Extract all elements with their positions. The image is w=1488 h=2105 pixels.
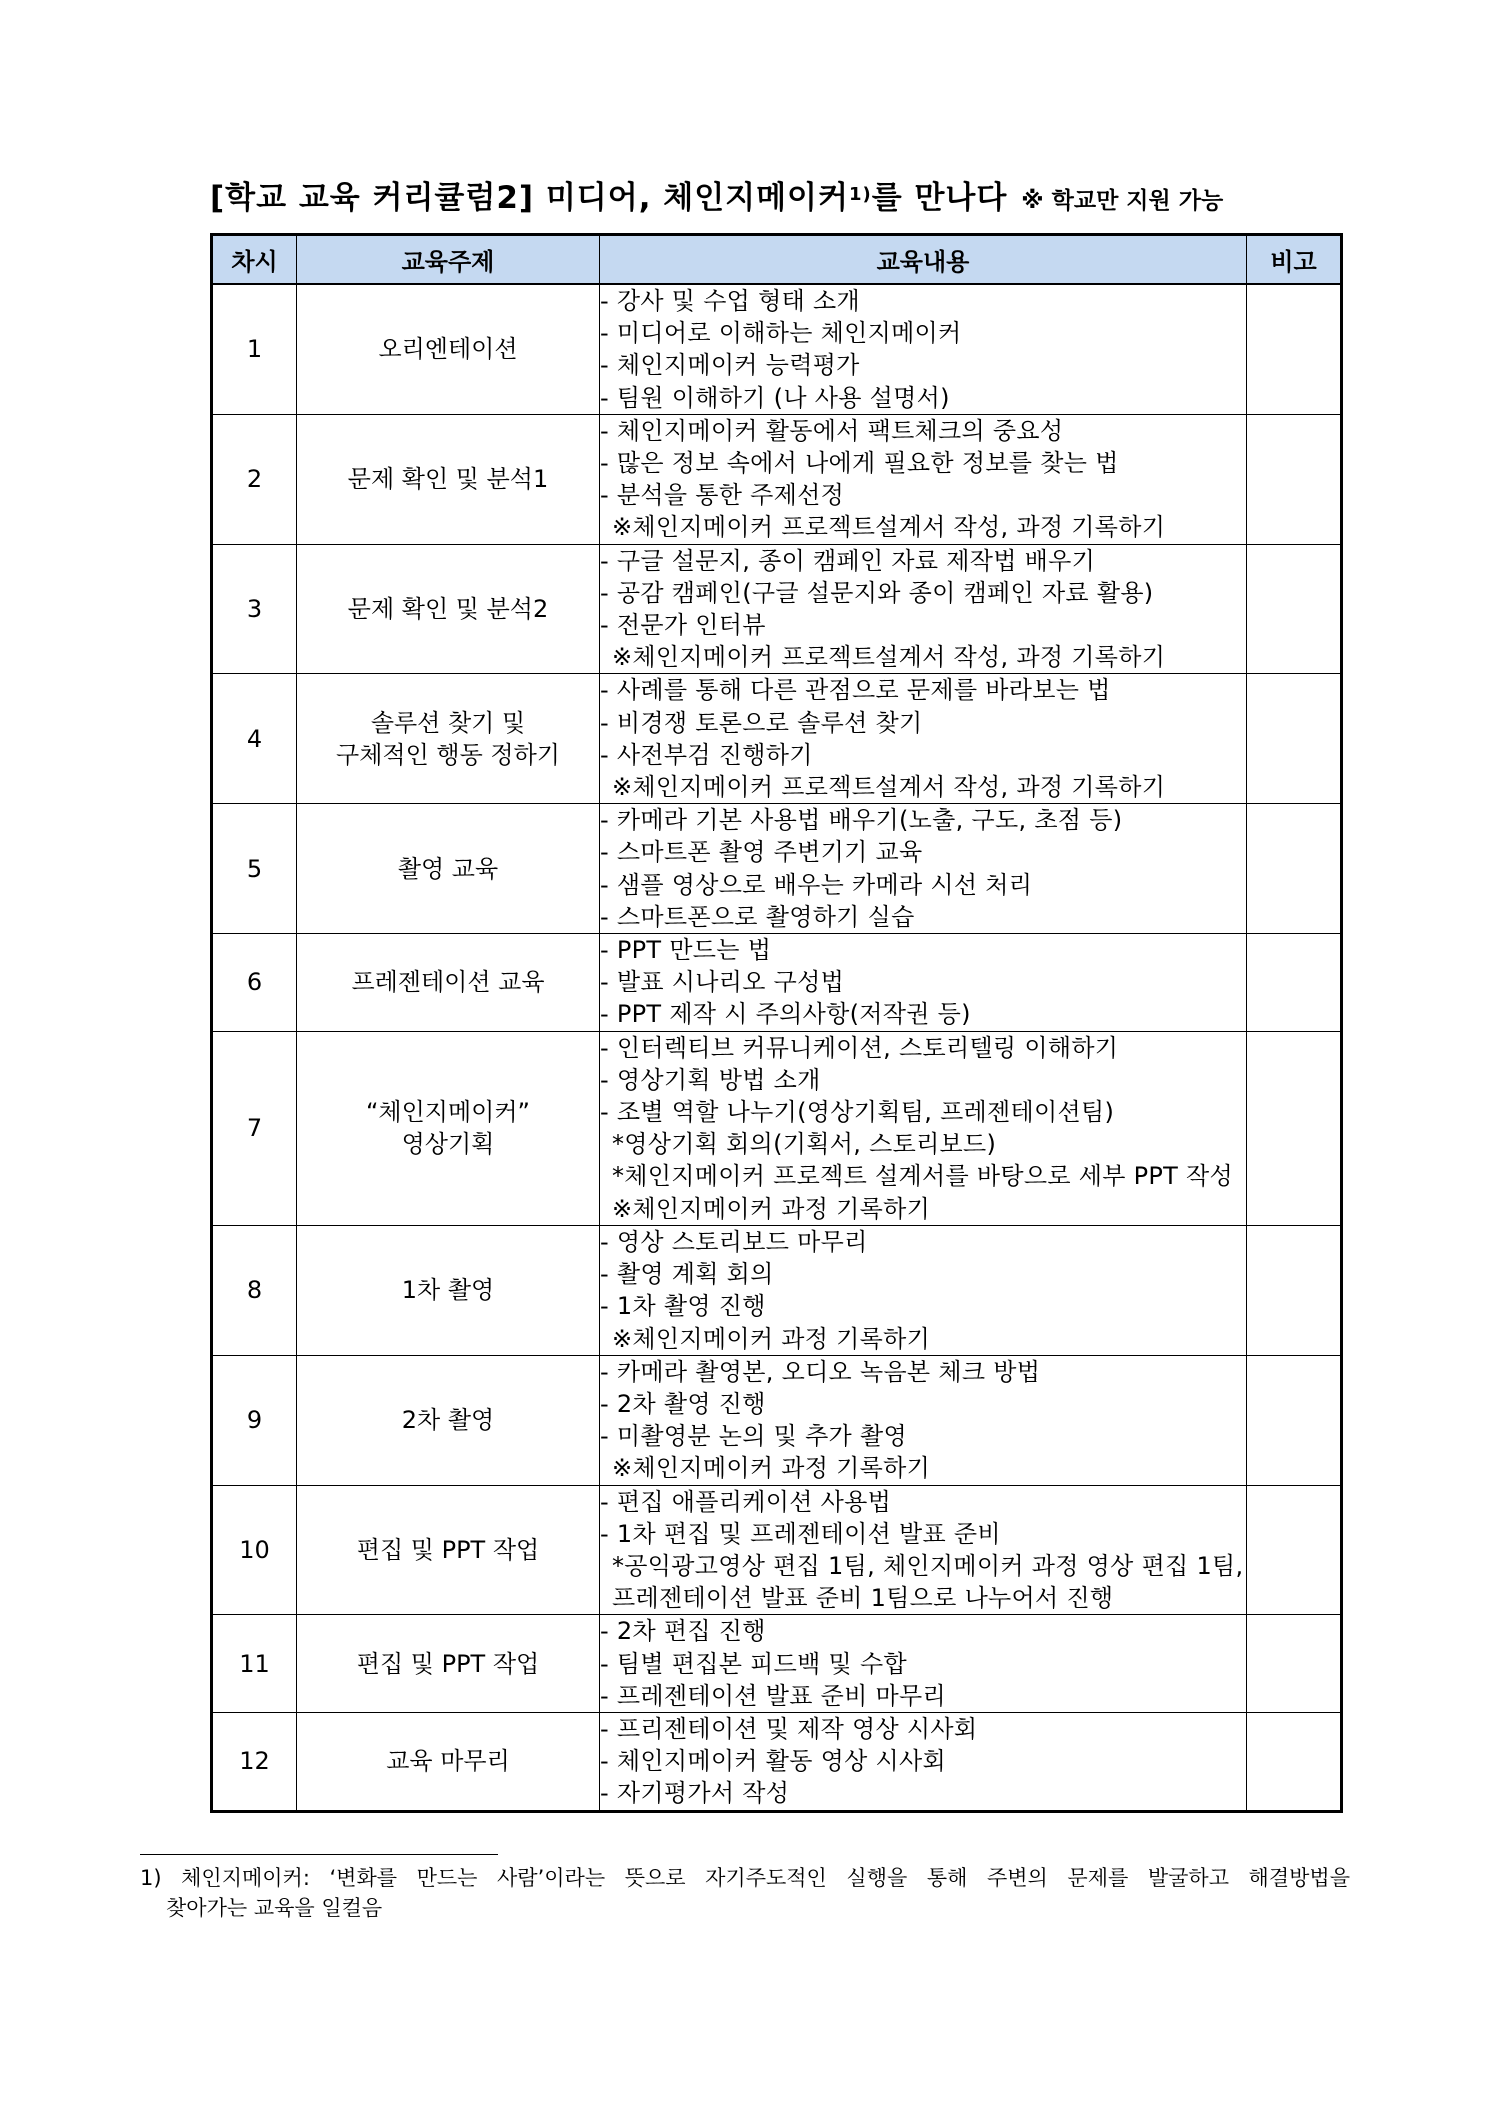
content-line: - 팀별 편집본 피드백 및 수합 bbox=[600, 1649, 907, 1678]
session-topic bbox=[297, 284, 600, 414]
session-content bbox=[600, 1355, 1247, 1485]
session-number: 10 bbox=[212, 1485, 297, 1615]
content-line: - 구글 설문지, 종이 캠페인 자료 제작법 배우기 bbox=[600, 546, 1096, 575]
session-remarks bbox=[1247, 1712, 1342, 1811]
page-title bbox=[210, 172, 1223, 217]
session-number: 11 bbox=[212, 1615, 297, 1713]
content-line: - 분석을 통한 주제선정 bbox=[600, 481, 845, 510]
topic-line: 문제 확인 및 분석2 bbox=[347, 595, 549, 624]
content-line: - 자기평가서 작성 bbox=[600, 1779, 790, 1808]
footnote-ref[interactable]: 1) bbox=[848, 184, 872, 205]
footnote-line-1: 1) 체인지메이커: ‘변화를 만드는 사람’이라는 뜻으로 자기주도적인 실행을 통해 주변의 문제를 발굴하고 해결방법을 bbox=[140, 1866, 1350, 1890]
content-line: - 프레젠테이션 발표 준비 마무리 bbox=[600, 1681, 946, 1710]
content-line: - 2차 촬영 진행 bbox=[600, 1389, 766, 1418]
session-content bbox=[600, 1485, 1247, 1615]
session-number: 9 bbox=[212, 1355, 297, 1485]
content-line: - 카메라 기본 사용법 배우기(노출, 구도, 초점 등) bbox=[600, 806, 1123, 835]
content-line: - 공감 캠페인(구글 설문지와 종이 캠페인 자료 활용) bbox=[600, 578, 1154, 607]
topic-line: 문제 확인 및 분석1 bbox=[347, 465, 549, 494]
content-line: *영상기획 회의(기획서, 스토리보드) bbox=[612, 1130, 997, 1159]
content-line: - 미촬영분 논의 및 추가 촬영 bbox=[600, 1422, 907, 1451]
content-line: - 전문가 인터뷰 bbox=[600, 611, 766, 640]
session-content bbox=[600, 1615, 1247, 1713]
table-row bbox=[212, 1712, 1342, 1811]
header-topic: 교육주제 bbox=[297, 235, 600, 285]
title-main: [학교 교육 커리큘럼2] 미디어, 체인지메이커 bbox=[210, 180, 849, 216]
session-number: 7 bbox=[212, 1031, 297, 1225]
table-header-row bbox=[212, 235, 1342, 285]
content-line: - 카메라 촬영본, 오디오 녹음본 체크 방법 bbox=[600, 1357, 1041, 1386]
content-line: - 비경쟁 토론으로 솔루션 찾기 bbox=[600, 708, 923, 737]
content-line: - 많은 정보 속에서 나에게 필요한 정보를 찾는 법 bbox=[600, 449, 1119, 478]
topic-line: 편집 및 PPT 작업 bbox=[356, 1535, 540, 1564]
content-line: - PPT 제작 시 주의사항(저작권 등) bbox=[600, 1000, 971, 1029]
session-number: 4 bbox=[212, 674, 297, 804]
topic-line: 편집 및 PPT 작업 bbox=[356, 1649, 540, 1678]
content-line: - 발표 시나리오 구성법 bbox=[600, 968, 845, 997]
topic-line: 1차 촬영 bbox=[401, 1276, 495, 1305]
table-row bbox=[212, 1225, 1342, 1355]
session-topic bbox=[297, 934, 600, 1032]
session-topic bbox=[297, 804, 600, 934]
session-number: 5 bbox=[212, 804, 297, 934]
session-topic bbox=[297, 414, 600, 544]
session-number: 6 bbox=[212, 934, 297, 1032]
title-note: ※ 학교만 지원 가능 bbox=[1021, 188, 1224, 214]
session-number: 12 bbox=[212, 1712, 297, 1811]
table-row bbox=[212, 1615, 1342, 1713]
topic-line: 2차 촬영 bbox=[401, 1406, 495, 1435]
topic-line: 오리엔테이션 bbox=[378, 335, 518, 364]
content-line: - 1차 편집 및 프레젠테이션 발표 준비 bbox=[600, 1519, 1001, 1548]
session-remarks bbox=[1247, 674, 1342, 804]
topic-line: 영상기획 bbox=[401, 1130, 495, 1159]
session-content bbox=[600, 1225, 1247, 1355]
content-line: - 미디어로 이해하는 체인지메이커 bbox=[600, 319, 962, 348]
content-line: - 강사 및 수업 형태 소개 bbox=[600, 287, 860, 315]
content-line: - 샘플 영상으로 배우는 카메라 시선 처리 bbox=[600, 870, 1033, 899]
session-content bbox=[600, 804, 1247, 934]
table-row bbox=[212, 544, 1342, 674]
content-line: - 스마트폰으로 촬영하기 실습 bbox=[600, 902, 915, 931]
session-content bbox=[600, 934, 1247, 1032]
topic-line: 교육 마무리 bbox=[386, 1747, 510, 1776]
content-line: - 체인지메이커 활동에서 팩트체크의 중요성 bbox=[600, 416, 1064, 445]
content-line: ※체인지메이커 프로젝트설계서 작성, 과정 기록하기 bbox=[612, 643, 1166, 672]
content-line: - 영상 스토리보드 마무리 bbox=[600, 1227, 868, 1256]
content-line: - PPT 만드는 법 bbox=[600, 936, 772, 965]
session-topic bbox=[297, 1355, 600, 1485]
session-remarks bbox=[1247, 284, 1342, 414]
session-topic bbox=[297, 674, 600, 804]
table-row bbox=[212, 1485, 1342, 1615]
session-content bbox=[600, 284, 1247, 414]
session-remarks bbox=[1247, 1485, 1342, 1615]
content-line: *공익광고영상 편집 1팀, 체인지메이커 과정 영상 편집 1팀, bbox=[612, 1551, 1244, 1580]
table-row bbox=[212, 804, 1342, 934]
content-line: - 편집 애플리케이션 사용법 bbox=[600, 1487, 892, 1516]
header-remarks: 비고 bbox=[1247, 235, 1342, 285]
topic-line: “체인지메이커” bbox=[366, 1098, 530, 1127]
content-line: ※체인지메이커 과정 기록하기 bbox=[612, 1454, 931, 1483]
content-line: - 사전부검 진행하기 bbox=[600, 740, 813, 769]
content-line: - 프리젠테이션 및 제작 영상 시사회 bbox=[600, 1714, 978, 1743]
table-row bbox=[212, 1355, 1342, 1485]
content-line: - 2차 편집 진행 bbox=[600, 1617, 766, 1646]
session-remarks bbox=[1247, 1031, 1342, 1225]
session-number: 8 bbox=[212, 1225, 297, 1355]
content-line: - 인터렉티브 커뮤니케이션, 스토리텔링 이해하기 bbox=[600, 1033, 1119, 1062]
topic-line: 구체적인 행동 정하기 bbox=[336, 740, 560, 769]
content-line: ※체인지메이커 프로젝트설계서 작성, 과정 기록하기 bbox=[612, 513, 1166, 542]
table-row bbox=[212, 414, 1342, 544]
content-line: - 스마트폰 촬영 주변기기 교육 bbox=[600, 838, 923, 867]
content-line: - 사례를 통해 다른 관점으로 문제를 바라보는 법 bbox=[600, 676, 1111, 705]
session-remarks bbox=[1247, 1355, 1342, 1485]
session-remarks bbox=[1247, 544, 1342, 674]
content-line: ※체인지메이커 과정 기록하기 bbox=[612, 1194, 931, 1223]
session-topic bbox=[297, 544, 600, 674]
footnote-divider bbox=[140, 1854, 498, 1855]
session-remarks bbox=[1247, 804, 1342, 934]
table-body bbox=[212, 284, 1342, 1811]
session-number: 3 bbox=[212, 544, 297, 674]
content-line: - 촬영 계획 회의 bbox=[600, 1260, 774, 1289]
footnote bbox=[140, 1863, 1350, 1923]
session-remarks bbox=[1247, 1225, 1342, 1355]
header-session: 차시 bbox=[212, 235, 297, 285]
session-topic bbox=[297, 1225, 600, 1355]
curriculum-table bbox=[210, 233, 1343, 1813]
session-topic bbox=[297, 1485, 600, 1615]
content-line: 프레젠테이션 발표 준비 1팀으로 나누어서 진행 bbox=[612, 1584, 1114, 1613]
content-line: - 조별 역할 나누기(영상기획팀, 프레젠테이션팀) bbox=[600, 1098, 1115, 1127]
session-content bbox=[600, 544, 1247, 674]
session-remarks bbox=[1247, 934, 1342, 1032]
content-line: - 체인지메이커 능력평가 bbox=[600, 351, 860, 380]
content-line: - 영상기획 방법 소개 bbox=[600, 1065, 821, 1094]
content-line: - 1차 촬영 진행 bbox=[600, 1292, 766, 1321]
session-topic bbox=[297, 1712, 600, 1811]
session-topic bbox=[297, 1615, 600, 1713]
topic-line: 솔루션 찾기 및 bbox=[370, 708, 526, 737]
header-content: 교육내용 bbox=[600, 235, 1247, 285]
session-content bbox=[600, 1712, 1247, 1811]
session-content bbox=[600, 414, 1247, 544]
session-topic bbox=[297, 1031, 600, 1225]
session-remarks bbox=[1247, 414, 1342, 544]
session-number: 2 bbox=[212, 414, 297, 544]
table-row bbox=[212, 934, 1342, 1032]
session-content bbox=[600, 674, 1247, 804]
table-row bbox=[212, 674, 1342, 804]
session-number: 1 bbox=[212, 284, 297, 414]
session-content bbox=[600, 1031, 1247, 1225]
table-row bbox=[212, 1031, 1342, 1225]
topic-line: 프레젠테이션 교육 bbox=[351, 968, 545, 997]
footnote-line-2: 찾아가는 교육을 일컬음 bbox=[166, 1896, 383, 1920]
session-remarks bbox=[1247, 1615, 1342, 1713]
content-line: - 팀원 이해하기 (나 사용 설명서) bbox=[600, 383, 950, 412]
table-row bbox=[212, 284, 1342, 414]
content-line: ※체인지메이커 과정 기록하기 bbox=[612, 1324, 931, 1353]
content-line: *체인지메이커 프로젝트 설계서를 바탕으로 세부 PPT 작성 bbox=[612, 1162, 1234, 1191]
content-line: - 체인지메이커 활동 영상 시사회 bbox=[600, 1747, 946, 1776]
topic-line: 촬영 교육 bbox=[397, 854, 499, 883]
title-suffix: 를 만나다 bbox=[871, 180, 1008, 216]
content-line: ※체인지메이커 프로젝트설계서 작성, 과정 기록하기 bbox=[612, 773, 1166, 802]
